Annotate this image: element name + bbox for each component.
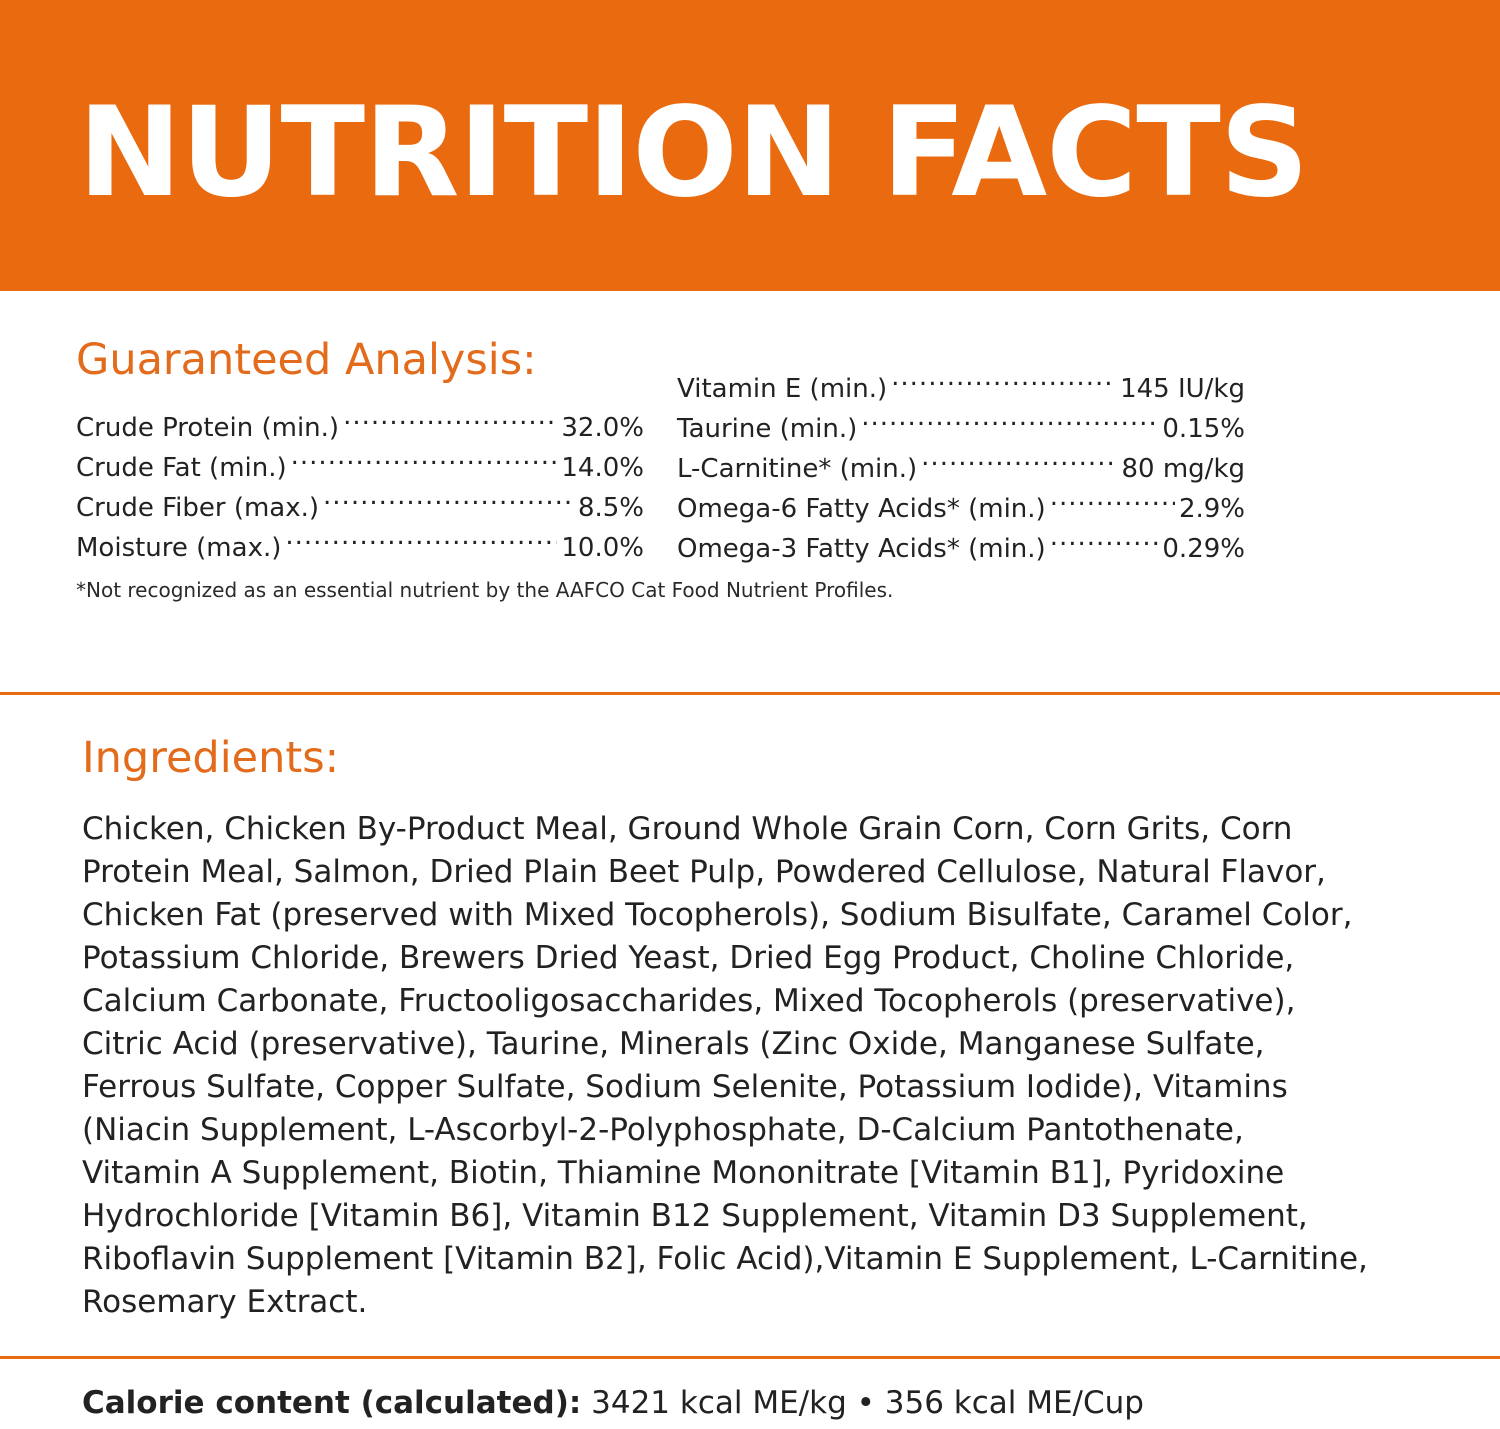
ingredients-line: Vitamin A Supplement, Biotin, Thiamine Mononitrate [Vitamin B1], Pyridoxine [82, 1155, 1285, 1191]
ingredients-line: Hydrochloride [Vitamin B6], Vitamin B12 Supplement, Vitamin D3 Supplement, [82, 1198, 1308, 1234]
nutrient-value: 0.29% [1162, 534, 1245, 564]
nutrient-name: Omega-3 Fatty Acids* (min.) [677, 534, 1046, 564]
aafco-footnote: *Not recognized as an essential nutrient by the AAFCO Cat Food Nutrient Profiles. [76, 578, 894, 602]
nutrient-value: 145 IU/kg [1120, 374, 1245, 404]
ingredients-list [82, 808, 1452, 1324]
analysis-column-right [677, 357, 1245, 564]
dot-leader [285, 516, 557, 556]
analysis-row [76, 396, 644, 443]
ingredients-line: Protein Meal, Salmon, Dried Plain Beet Pulp, Powdered Cellulose, Natural Flavor, [82, 854, 1326, 890]
nutrient-value: 14.0% [561, 453, 644, 483]
nutrient-value: 80 mg/kg [1121, 454, 1245, 484]
nutrient-value: 32.0% [561, 413, 644, 443]
calorie-label: Calorie content (calculated): [82, 1385, 582, 1421]
ingredients-line: Riboflavin Supplement [Vitamin B2], Folic Acid),Vitamin E Supplement, L-Carnitine, [82, 1241, 1368, 1277]
nutrient-value: 8.5% [577, 493, 644, 523]
nutrient-name: Omega-6 Fatty Acids* (min.) [677, 494, 1046, 524]
guaranteed-analysis-heading: Guaranteed Analysis: [76, 335, 537, 385]
ingredients-line: Ferrous Sulfate, Copper Sulfate, Sodium Selenite, Potassium Iodide), Vitamins [82, 1069, 1288, 1105]
calorie-content [82, 1381, 1144, 1425]
ingredients-line: Chicken Fat (preserved with Mixed Tocopherols), Sodium Bisulfate, Caramel Color, [82, 897, 1353, 933]
calorie-value: 3421 kcal ME/kg • 356 kcal ME/Cup [581, 1385, 1144, 1421]
page-title: NUTRITION FACTS [78, 81, 1309, 225]
ingredients-line: Citric Acid (preservative), Taurine, Minerals (Zinc Oxide, Manganese Sulfate, [82, 1026, 1265, 1062]
ingredients-line: Potassium Chloride, Brewers Dried Yeast, Dried Egg Product, Choline Chloride, [82, 940, 1295, 976]
nutrient-name: Taurine (min.) [677, 414, 858, 444]
header-banner [0, 0, 1500, 291]
nutrient-value: 10.0% [561, 533, 644, 563]
nutrient-name: Moisture (max.) [76, 533, 282, 563]
nutrient-value: 2.9% [1178, 494, 1245, 524]
nutrient-name: Crude Protein (min.) [76, 413, 340, 443]
nutrient-name: Crude Fat (min.) [76, 453, 287, 483]
dot-leader [1050, 477, 1175, 517]
section-divider [0, 692, 1500, 695]
section-divider [0, 1356, 1500, 1359]
nutrient-name: L-Carnitine* (min.) [677, 454, 918, 484]
dot-leader [323, 476, 574, 516]
dot-leader [921, 437, 1117, 477]
ingredients-heading: Ingredients: [82, 733, 340, 783]
ingredients-line: Rosemary Extract. [82, 1284, 368, 1320]
analysis-row [677, 357, 1245, 404]
dot-leader [1050, 517, 1159, 557]
ingredients-line: Chicken, Chicken By-Product Meal, Ground Whole Grain Corn, Corn Grits, Corn [82, 811, 1293, 847]
nutrient-value: 0.15% [1162, 414, 1245, 444]
analysis-column-left [76, 396, 644, 563]
ingredients-line: Calcium Carbonate, Fructooligosaccharides, Mixed Tocopherols (preservative), [82, 983, 1296, 1019]
nutrient-name: Crude Fiber (max.) [76, 493, 320, 523]
dot-leader [291, 436, 558, 476]
dot-leader [861, 397, 1158, 437]
dot-leader [343, 396, 557, 436]
nutrient-name: Vitamin E (min.) [677, 374, 888, 404]
ingredients-line: (Niacin Supplement, L-Ascorbyl-2-Polyphosphate, D-Calcium Pantothenate, [82, 1112, 1244, 1148]
dot-leader [891, 357, 1116, 397]
